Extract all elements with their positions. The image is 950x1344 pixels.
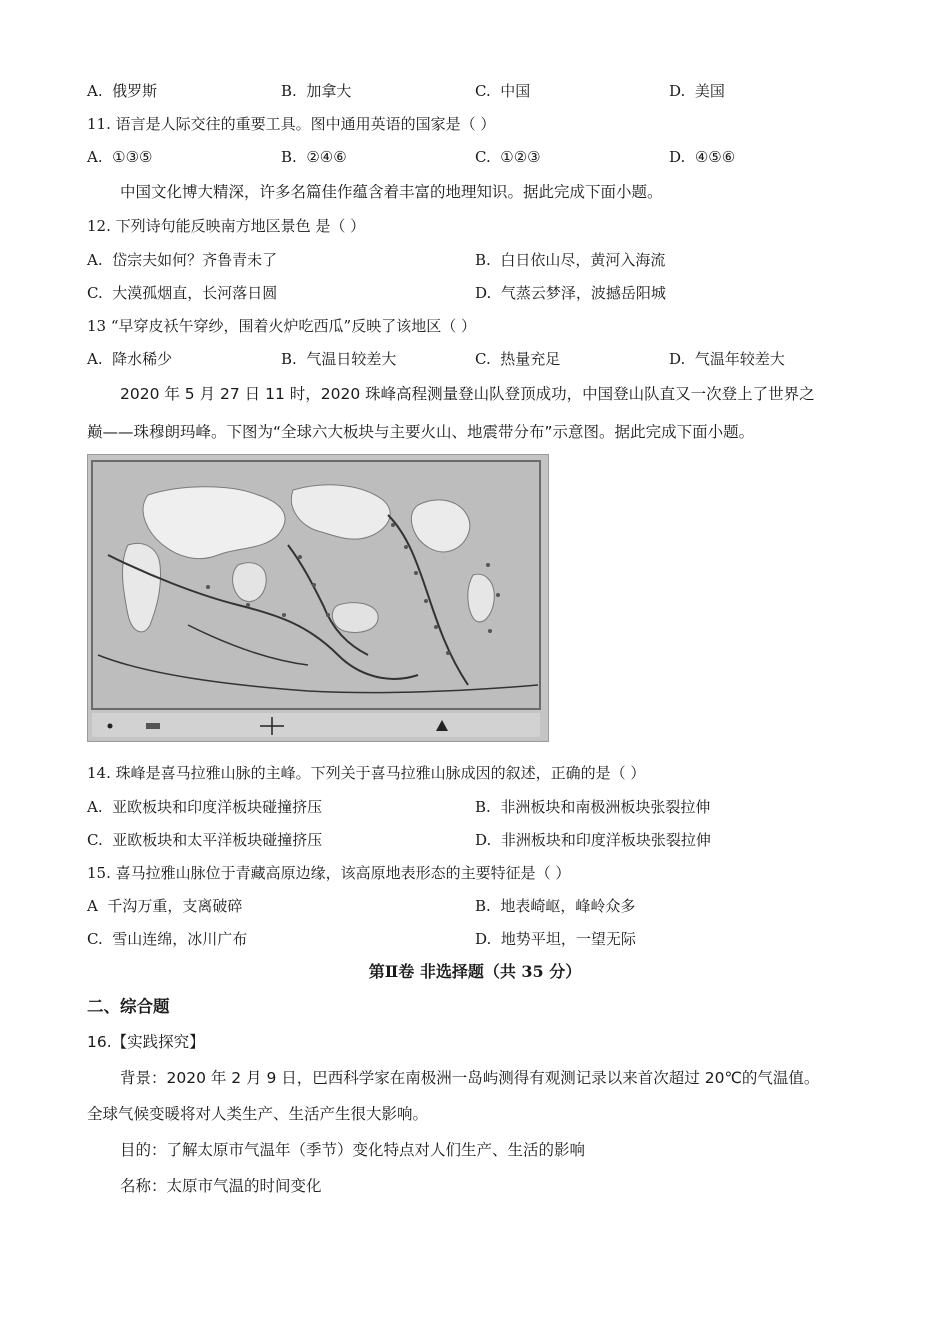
q11-stem: 11. 语言是人际交往的重要工具。图中通用英语的国家是（ ） [87, 115, 496, 133]
q11-option-d: D. ④⑤⑥ [669, 148, 736, 166]
q10-option-c: C. 中国 [475, 82, 531, 100]
q10-option-d: D. 美国 [669, 82, 725, 100]
q13-option-a: A. 降水稀少 [87, 350, 173, 368]
q12-option-c: C. 大漠孤烟直，长河落日圆 [87, 284, 278, 302]
q14-option-b: B. 非洲板块和南极洲板块张裂拉伸 [475, 798, 711, 816]
q15-option-c: C. 雪山连绵，冰川广布 [87, 930, 248, 948]
q15-option-b: B. 地表崎岖，峰岭众多 [475, 897, 636, 915]
part2-title: 第Ⅱ卷 非选择题（共 35 分） [368, 962, 582, 981]
q16-heading: 16.【实践探究】 [87, 1033, 205, 1051]
q10-option-b: B. 加拿大 [281, 82, 352, 100]
q15-option-d: D. 地势平坦，一望无际 [475, 930, 636, 948]
q14-option-a: A. 亚欧板块和印度洋板块碰撞挤压 [87, 798, 323, 816]
q11-option-a: A. ①③⑤ [87, 148, 153, 166]
q16-background-line2: 全球气候变暖将对人类生产、生活产生很大影响。 [87, 1105, 429, 1123]
q10-option-a: A. 俄罗斯 [87, 82, 158, 100]
intro-14-15-line2: 巅——珠穆朗玛峰。下图为“全球六大板块与主要火山、地震带分布”示意图。据此完成下面小题。 [87, 423, 755, 441]
plate-map-figure [87, 454, 549, 742]
q14-stem: 14. 珠峰是喜马拉雅山脉的主峰。下列关于喜马拉雅山脉成因的叙述，正确的是（ ） [87, 764, 646, 782]
q13-option-d: D. 气温年较差大 [669, 350, 785, 368]
intro-12-13: 中国文化博大精深，许多名篇佳作蕴含着丰富的地理知识。据此完成下面小题。 [120, 183, 663, 201]
q12-option-b: B. 白日依山尽，黄河入海流 [475, 251, 666, 269]
q12-stem: 12. 下列诗句能反映南方地区景色 是（ ） [87, 217, 366, 235]
section-heading: 二、综合题 [87, 997, 170, 1016]
q15-stem: 15. 喜马拉雅山脉位于青藏高原边缘，该高原地表形态的主要特征是（ ） [87, 864, 571, 882]
q12-option-a: A. 岱宗夫如何？齐鲁青未了 [87, 251, 278, 269]
q15-option-a: A 千沟万重，支离破碎 [87, 897, 243, 915]
q14-option-c: C. 亚欧板块和太平洋板块碰撞挤压 [87, 831, 323, 849]
q16-purpose: 目的：了解太原市气温年（季节）变化特点对人们生产、生活的影响 [120, 1141, 586, 1159]
q11-option-b: B. ②④⑥ [281, 148, 347, 166]
q13-option-c: C. 热量充足 [475, 350, 561, 368]
q16-name: 名称：太原市气温的时间变化 [120, 1177, 322, 1195]
q16-background-line1: 背景：2020 年 2 月 9 日，巴西科学家在南极洲一岛屿测得有观测记录以来首次超过 20℃的气温值。 [120, 1069, 820, 1087]
q13-option-b: B. 气温日较差大 [281, 350, 397, 368]
q14-option-d: D. 非洲板块和印度洋板块张裂拉伸 [475, 831, 711, 849]
q13-stem: 13 “早穿皮袄午穿纱，围着火炉吃西瓜”反映了该地区（ ） [87, 317, 476, 335]
intro-14-15-line1: 2020 年 5 月 27 日 11 时，2020 珠峰高程测量登山队登顶成功，中国登山队直又一次登上了世界之 [120, 385, 815, 403]
q12-option-d: D. 气蒸云梦泽，波撼岳阳城 [475, 284, 666, 302]
plate-map-image [88, 455, 548, 741]
q11-option-c: C. ①②③ [475, 148, 541, 166]
